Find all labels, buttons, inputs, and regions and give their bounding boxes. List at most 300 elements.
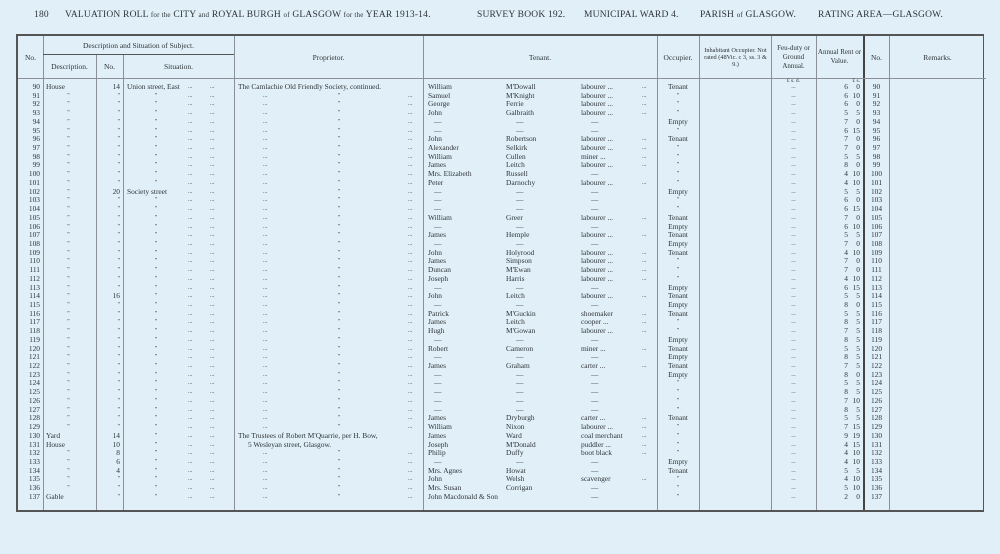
street-number: " [117, 406, 120, 413]
situation-leader: ... [210, 249, 215, 256]
table-row [18, 161, 986, 170]
rent-pounds: 5 [844, 308, 848, 318]
rent-pounds: 6 [844, 221, 848, 231]
tenant-surname: Duffy [506, 448, 524, 458]
situation: " [154, 214, 158, 221]
row-number: 120 [28, 343, 40, 353]
occupier: " [676, 389, 680, 396]
proprietor-leader: ... [263, 101, 268, 108]
situation-leader: ... [210, 441, 215, 448]
tenant-first-name: Alexander [428, 143, 459, 153]
rent-pounds: 5 [844, 378, 848, 388]
situation-leader: ... [188, 354, 193, 361]
tenant-surname: M'Gowan [506, 326, 536, 336]
row-number: 110 [29, 256, 40, 266]
row-number: 116 [29, 308, 40, 318]
occupation-leader: ... [642, 101, 647, 108]
occupier: Tenant [667, 465, 688, 475]
tenant-occupation: — [591, 186, 599, 196]
row-number-right: 119 [871, 334, 882, 344]
proprietor-leader: ... [263, 345, 268, 352]
description: " [67, 92, 70, 99]
occupier: " [676, 319, 680, 326]
situation-leader: ... [210, 84, 215, 90]
col-header-feu-duty: Feu-duty or Ground Annual. [777, 43, 810, 70]
situation: " [154, 380, 158, 387]
situation: " [154, 101, 158, 108]
rent-shillings: 0 [856, 256, 860, 266]
tenant-surname: — [516, 404, 524, 414]
situation-leader: ... [188, 127, 193, 134]
table-row [18, 144, 986, 153]
col-header-tenant: Tenant. [528, 52, 552, 62]
occupier: Tenant [667, 212, 688, 222]
situation-leader: ... [210, 240, 215, 247]
row-number-right: 125 [870, 387, 883, 397]
proprietor: " [338, 171, 341, 178]
tenant-surname: — [516, 238, 524, 248]
table-row [18, 310, 986, 319]
rent-pounds: 7 [844, 326, 848, 336]
street-number: 20 [112, 186, 120, 196]
situation-leader: ... [188, 389, 193, 396]
proprietor-leader: ... [408, 275, 413, 282]
feu-duty: ... [791, 493, 796, 500]
proprietor-leader: ... [263, 406, 268, 413]
feu-duty: ... [791, 293, 796, 300]
table-row [18, 353, 986, 362]
description: Yard [46, 430, 61, 440]
row-number: 104 [28, 204, 40, 214]
tenant-first-name: James [428, 230, 447, 240]
situation-leader: ... [188, 197, 193, 204]
row-number-right: 133 [870, 456, 883, 466]
situation-leader: ... [188, 118, 193, 125]
street-number: " [117, 354, 120, 361]
occupation-leader: ... [642, 415, 647, 422]
row-number-right: 130 [870, 430, 883, 440]
situation: " [154, 319, 158, 326]
description: " [67, 118, 70, 125]
situation-leader: ... [210, 110, 215, 117]
tenant-surname: Holyrood [506, 247, 535, 257]
situation-leader: ... [188, 214, 193, 221]
tenant-surname: — [516, 186, 524, 196]
situation: " [154, 145, 158, 152]
row-number-right: 127 [870, 404, 883, 414]
rent-pounds: 7 [844, 134, 848, 144]
tenant-occupation: labourer ... [581, 422, 614, 432]
row-number: 103 [28, 195, 40, 205]
row-number-right: 129 [870, 422, 883, 432]
situation: " [154, 432, 158, 439]
rent-pounds: 4 [844, 273, 848, 283]
row-number-right: 112 [871, 273, 882, 283]
proprietor-leader: ... [263, 267, 268, 274]
occupier: Empty [668, 334, 688, 344]
tenant-first-name: Robert [428, 343, 449, 353]
situation-leader: ... [188, 406, 193, 413]
tenant-first-name: — [434, 116, 442, 126]
tenant-occupation: labourer ... [581, 82, 614, 91]
street-number: " [117, 319, 120, 326]
description: " [67, 450, 70, 457]
rent-shillings: 10 [852, 169, 860, 179]
rent-shillings: 5 [856, 413, 860, 423]
rent-shillings: 5 [856, 317, 860, 327]
table-row [18, 266, 986, 275]
street-number: " [117, 476, 120, 483]
situation-leader: ... [210, 406, 215, 413]
tenant-first-name: Mrs. Elizabeth [428, 169, 472, 179]
row-number-right: 103 [870, 195, 883, 205]
situation-leader: ... [188, 424, 193, 431]
proprietor-leader: ... [408, 493, 413, 500]
situation-leader: ... [188, 267, 193, 274]
title-part: GLASGOW [292, 10, 342, 20]
feu-duty: ... [791, 223, 796, 230]
proprietor: " [338, 450, 341, 457]
rent-shillings: 15 [852, 439, 860, 449]
proprietor-leader: ... [408, 310, 413, 317]
feu-duty: ... [791, 424, 796, 431]
street-number: 16 [112, 291, 120, 301]
row-number: 136 [28, 483, 40, 493]
proprietor: " [338, 214, 341, 221]
situation-leader: ... [188, 153, 193, 160]
tenant-surname: Cameron [506, 343, 534, 353]
situation-leader: ... [188, 232, 193, 239]
proprietor: " [338, 406, 341, 413]
row-number-right: 101 [870, 177, 883, 187]
occupier: " [676, 441, 680, 448]
tenant-surname: — [516, 369, 524, 379]
tenant-occupation: — [591, 456, 599, 466]
rent-shillings: 5 [856, 361, 860, 371]
proprietor: " [338, 389, 341, 396]
proprietor: " [338, 345, 341, 352]
row-number: 93 [32, 108, 40, 118]
tenant-occupation: miner ... [581, 151, 606, 161]
proprietor-leader: ... [263, 118, 268, 125]
description: " [67, 101, 70, 108]
tenant-first-name: James [428, 361, 447, 371]
table-row [18, 475, 986, 484]
rent-pounds: 7 [844, 212, 848, 222]
situation: " [154, 127, 158, 134]
proprietor-leader: ... [408, 197, 413, 204]
proprietor-leader: ... [263, 92, 268, 99]
tenant-first-name: Peter [428, 177, 444, 187]
occupier: " [676, 397, 680, 404]
occupier: " [676, 145, 680, 152]
situation-leader: ... [188, 302, 193, 308]
proprietor-leader: ... [408, 293, 413, 300]
situation-leader: ... [210, 319, 215, 326]
situation-leader: ... [210, 432, 215, 439]
situation-leader: ... [210, 136, 215, 143]
situation-leader: ... [210, 92, 215, 99]
proprietor: " [338, 249, 341, 256]
feu-duty: ... [791, 363, 796, 370]
rent-shillings: 0 [856, 491, 860, 501]
situation-leader: ... [210, 179, 215, 186]
rent-shillings: 0 [856, 212, 860, 222]
proprietor-leader: ... [408, 354, 413, 361]
situation: " [154, 371, 158, 378]
proprietor: " [338, 485, 341, 492]
situation-leader: ... [188, 293, 193, 300]
description: " [67, 275, 70, 282]
occupation-leader: ... [642, 179, 647, 186]
tenant-first-name: Joseph [428, 439, 449, 449]
row-number-right: 96 [872, 134, 881, 144]
title-part: ROYAL BURGH [211, 10, 281, 20]
description: " [67, 188, 70, 195]
situation-leader: ... [210, 101, 215, 108]
proprietor: " [338, 467, 341, 474]
proprietor-leader: ... [263, 214, 268, 221]
situation: " [154, 406, 158, 413]
occupation-leader: ... [642, 214, 647, 221]
rent-shillings: 5 [856, 230, 860, 240]
row-number-right: 95 [872, 125, 881, 135]
rent-pounds: 6 [844, 282, 848, 292]
row-number-right: 114 [871, 291, 882, 301]
occupation-leader: ... [642, 345, 647, 352]
street-number: 4 [116, 465, 120, 475]
rent-pounds: 8 [844, 300, 848, 309]
rent-pounds: 4 [844, 448, 848, 458]
row-number: 97 [32, 143, 40, 153]
tenant-occupation: labourer ... [581, 212, 614, 222]
rent-shillings: 5 [856, 334, 860, 344]
rent-pounds: 6 [844, 204, 848, 214]
rent-pounds: 5 [844, 343, 848, 353]
situation: " [154, 179, 158, 186]
row-number-right: 124 [870, 378, 883, 388]
street-number: " [117, 267, 120, 274]
occupier: Empty [668, 221, 688, 231]
situation-leader: ... [210, 145, 215, 152]
tenant-surname: Russell [506, 169, 528, 179]
proprietor-leader: ... [263, 240, 268, 247]
rent-pounds: 5 [844, 413, 848, 423]
occupation-leader: ... [642, 92, 647, 99]
proprietor: " [338, 293, 341, 300]
situation-leader: ... [210, 302, 215, 308]
situation: " [154, 162, 158, 169]
tenant-surname: Ferrie [506, 99, 524, 109]
col-header-remarks: Remarks. [923, 52, 952, 62]
rent-shillings: 5 [856, 378, 860, 388]
occupation-leader: ... [642, 153, 647, 160]
tenant-occupation: labourer ... [581, 160, 614, 170]
situation-leader: ... [188, 336, 193, 343]
street-number: " [117, 336, 120, 343]
row-number: 92 [32, 99, 40, 109]
table-row [18, 205, 986, 214]
proprietor-leader: ... [263, 275, 268, 282]
situation-leader: ... [210, 118, 215, 125]
rent-shillings: 5 [856, 387, 860, 397]
street-number: " [117, 136, 120, 143]
feu-duty: ... [791, 101, 796, 108]
tenant-occupation: labourer ... [581, 108, 614, 118]
rent-shillings: 10 [852, 395, 860, 405]
row-number-right: 91 [872, 90, 881, 100]
tenant-occupation: labourer ... [581, 99, 614, 109]
tenant-surname: M'Donald [506, 439, 536, 449]
feu-duty: ... [791, 302, 796, 308]
row-number-right: 121 [870, 352, 883, 362]
feu-duty: ... [791, 380, 796, 387]
tenant-first-name: John [428, 474, 442, 484]
row-number: 137 [28, 491, 40, 501]
rent-shillings: 10 [852, 247, 860, 257]
feu-duty: ... [791, 232, 796, 239]
situation-leader: ... [188, 223, 193, 230]
situation-leader: ... [210, 162, 215, 169]
street-number: " [117, 171, 120, 178]
occupier: Empty [668, 456, 688, 466]
row-number: 100 [28, 169, 40, 179]
proprietor-leader: ... [263, 397, 268, 404]
situation: " [154, 171, 158, 178]
tenant-occupation: carter ... [581, 361, 606, 371]
situation-leader: ... [210, 267, 215, 274]
feu-duty: ... [791, 84, 796, 90]
tenant-surname: — [516, 221, 524, 231]
municipal-ward: MUNICIPAL WARD 4. [584, 10, 679, 20]
description: " [67, 310, 70, 317]
situation-leader: ... [210, 214, 215, 221]
proprietor: " [338, 197, 341, 204]
tenant-occupation: — [591, 387, 599, 397]
proprietor-leader: ... [408, 188, 413, 195]
tenant-surname: Dryburgh [506, 413, 535, 423]
tenant-surname: Ward [506, 430, 522, 440]
description: " [67, 197, 70, 204]
occupier: " [676, 101, 680, 108]
proprietor-leader: ... [408, 127, 413, 134]
proprietor: The Trustees of Robert M'Quarrie, per H. Bow, [238, 430, 378, 440]
occupier: Empty [668, 238, 688, 248]
street-number: 10 [112, 439, 120, 449]
occupier: Tenant [667, 413, 688, 423]
tenant-first-name: — [434, 395, 442, 405]
street-number: " [117, 275, 120, 282]
situation-leader: ... [210, 197, 215, 204]
feu-duty: ... [791, 485, 796, 492]
feu-duty: ... [791, 188, 796, 195]
occupier: Empty [668, 300, 688, 309]
situation-leader: ... [210, 284, 215, 291]
row-number-right: 118 [871, 326, 882, 336]
proprietor: " [338, 118, 341, 125]
situation: " [154, 223, 158, 230]
tenant-surname: Leitch [506, 291, 525, 301]
tenant-first-name: — [434, 404, 442, 414]
description: " [67, 476, 70, 483]
tenant-first-name: Patrick [428, 308, 449, 318]
description: " [67, 249, 70, 256]
situation-leader: ... [210, 424, 215, 431]
tenant-occupation: — [591, 125, 599, 135]
occupier: " [676, 179, 680, 186]
situation-leader: ... [210, 397, 215, 404]
rent-pounds: 7 [844, 265, 848, 275]
survey-book: SURVEY BOOK 192. [477, 10, 566, 20]
row-number-right: 99 [872, 160, 881, 170]
proprietor-leader: ... [263, 380, 268, 387]
proprietor: " [338, 179, 341, 186]
feu-duty: ... [791, 92, 796, 99]
proprietor-leader: ... [263, 415, 268, 422]
tenant-occupation: labourer ... [581, 247, 614, 257]
row-number-right: 108 [870, 238, 883, 248]
situation: " [154, 354, 158, 361]
proprietor-leader: ... [408, 319, 413, 326]
description: " [67, 267, 70, 274]
situation-leader: ... [210, 258, 215, 265]
table-row [18, 284, 986, 293]
description: " [67, 406, 70, 413]
rent-shillings: 10 [852, 273, 860, 283]
proprietor-leader: ... [408, 363, 413, 370]
situation-leader: ... [188, 371, 193, 378]
row-number: 96 [32, 134, 40, 144]
rent-pounds: 6 [844, 195, 848, 205]
occupier: " [676, 127, 680, 134]
tenant-surname: Harris [506, 273, 525, 283]
row-number-right: 113 [871, 282, 882, 292]
row-number: 111 [29, 265, 40, 275]
occupier: Tenant [667, 247, 688, 257]
street-number: " [117, 162, 120, 169]
description: " [67, 127, 70, 134]
table-row [18, 292, 986, 301]
rent-pounds: 4 [844, 439, 848, 449]
situation: " [154, 92, 158, 99]
tenant-surname: — [516, 352, 524, 362]
occupation-leader: ... [642, 84, 647, 90]
situation-leader: ... [188, 450, 193, 457]
tenant-surname: Greer [506, 212, 523, 222]
row-number-right: 93 [872, 108, 881, 118]
row-number: 128 [28, 413, 40, 423]
description: " [67, 467, 70, 474]
rent-pounds: 6 [844, 90, 848, 100]
description: " [67, 214, 70, 221]
tenant-first-name: John [428, 134, 442, 144]
proprietor-leader: ... [263, 336, 268, 343]
title-part: CITY [173, 10, 196, 20]
tenant-surname: Robertson [506, 134, 537, 144]
feu-duty: ... [791, 389, 796, 396]
proprietor-leader: ... [263, 110, 268, 117]
street-number: 14 [112, 430, 120, 440]
occupier: Empty [668, 369, 688, 379]
row-number: 119 [29, 334, 40, 344]
rent-pounds: 5 [844, 151, 848, 161]
row-number: 135 [28, 474, 40, 484]
situation: " [154, 345, 158, 352]
tenant-occupation: labourer ... [581, 265, 614, 275]
feu-duty: ... [791, 275, 796, 282]
proprietor-leader: ... [263, 371, 268, 378]
row-number-right: 106 [870, 221, 883, 231]
